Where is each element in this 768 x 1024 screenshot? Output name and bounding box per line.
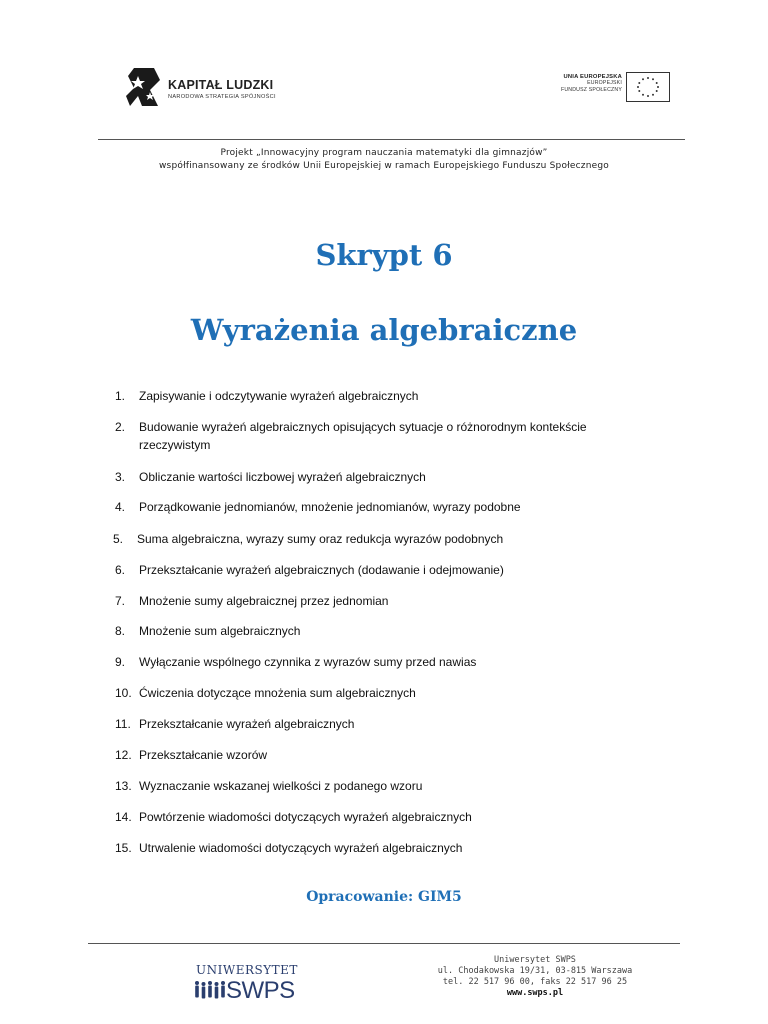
list-item-text: Budowanie wyrażeń algebraicznych opisujących sytuacje o różnorodnym kontekście <box>139 420 587 434</box>
website-link[interactable]: www.swps.pl <box>506 988 564 998</box>
document-title: Skrypt 6 <box>315 238 453 272</box>
list-item-text: Przekształcanie wyrażeń algebraicznych (dodawanie i odejmowanie) <box>139 563 504 577</box>
list-item-text: Porządkowanie jednomianów, mnożenie jednomianów, wyrazy podobne <box>139 500 521 514</box>
eu-flag-icon <box>626 72 670 102</box>
list-item-text: Mnożenie sumy algebraicznej przez jednomian <box>139 594 389 608</box>
list-item-number: 14. <box>115 810 132 824</box>
address-line-3: tel. 22 517 96 00, faks 22 517 96 25 <box>442 977 628 987</box>
eu-logo <box>552 72 672 104</box>
list-item-number: 9. <box>115 655 126 669</box>
list-item-number: 2. <box>115 420 126 434</box>
list-item-text: Powtórzenie wiadomości dotyczących wyrażeń algebraicznych <box>139 810 472 824</box>
list-item-number: 10. <box>115 686 132 700</box>
footer-address <box>420 955 650 999</box>
list-item-number: 7. <box>115 594 126 608</box>
list-item-text: Przekształcanie wzorów <box>139 748 268 762</box>
eu-logo-line1: UNIA EUROPEJSKA <box>563 74 622 80</box>
list-item-number: 4. <box>115 500 126 514</box>
document-subtitle: Wyrażenia algebraiczne <box>190 313 578 347</box>
list-item-text: Wyłączanie wspólnego czynnika z wyrazów sumy przed nawias <box>139 655 477 669</box>
list-item-text: Utrwalenie wiadomości dotyczących wyrażeń algebraicznych <box>139 841 463 855</box>
list-item-number: 8. <box>115 624 126 638</box>
kapital-ludzki-title: KAPITAŁ LUDZKI <box>168 78 274 92</box>
swps-logo-bottom: SWPS <box>226 977 295 1004</box>
eu-logo-line3: FUNDUSZ SPOŁECZNY <box>560 87 622 93</box>
project-line-2: współfinansowany ze środków Unii Europejskiej w ramach Europejskiego Funduszu Społecznego <box>159 161 609 171</box>
list-item-number: 13. <box>115 779 132 793</box>
list-item-number: 11. <box>115 717 131 731</box>
kapital-ludzki-subtitle: NARODOWA STRATEGIA SPÓJNOŚCI <box>168 94 276 100</box>
address-line-2: ul. Chodakowska 19/31, 03-815 Warszawa <box>437 966 633 976</box>
eu-logo-text <box>561 74 622 94</box>
list-item-number: 12. <box>115 748 132 762</box>
kapital-ludzki-emblem-icon <box>124 66 164 110</box>
list-item-text: Wyznaczanie wskazanej wielkości z podanego wzoru <box>139 779 423 793</box>
swps-logo <box>194 963 298 1004</box>
list-item-number: 15. <box>115 841 132 855</box>
list-item-text: Mnożenie sum algebraicznych <box>139 624 301 638</box>
kapital-ludzki-logo <box>124 66 284 110</box>
list-item-text: Obliczanie wartości liczbowej wyrażeń algebraicznych <box>139 470 426 484</box>
swps-logo-top: UNIWERSYTET <box>196 963 298 977</box>
list-item-number: 3. <box>115 470 126 484</box>
list-item-text: Ćwiczenia dotyczące mnożenia sum algebraicznych <box>139 686 416 700</box>
eu-logo-line2: EUROPEJSKI <box>587 80 622 86</box>
footer-divider <box>88 943 680 944</box>
list-item-text: Suma algebraiczna, wyrazy sumy oraz redukcja wyrazów podobnych <box>137 532 504 546</box>
list-item-number: 5. <box>113 532 124 546</box>
header-divider <box>98 139 685 140</box>
swps-people-icon <box>194 980 228 1002</box>
list-item-text: Przekształcanie wyrażeń algebraicznych <box>139 717 355 731</box>
address-line-1: Uniwersytet SWPS <box>494 955 576 965</box>
author-line: Opracowanie: GIM5 <box>306 889 462 905</box>
list-item-number: 1. <box>115 389 126 403</box>
list-item-text: rzeczywistym <box>139 438 211 452</box>
project-line-1: Projekt „Innowacyjny program nauczania matematyki dla gimnazjów” <box>220 148 548 158</box>
list-item-number: 6. <box>115 563 126 577</box>
list-item-text: Zapisywanie i odczytywanie wyrażeń algebraicznych <box>139 389 419 403</box>
